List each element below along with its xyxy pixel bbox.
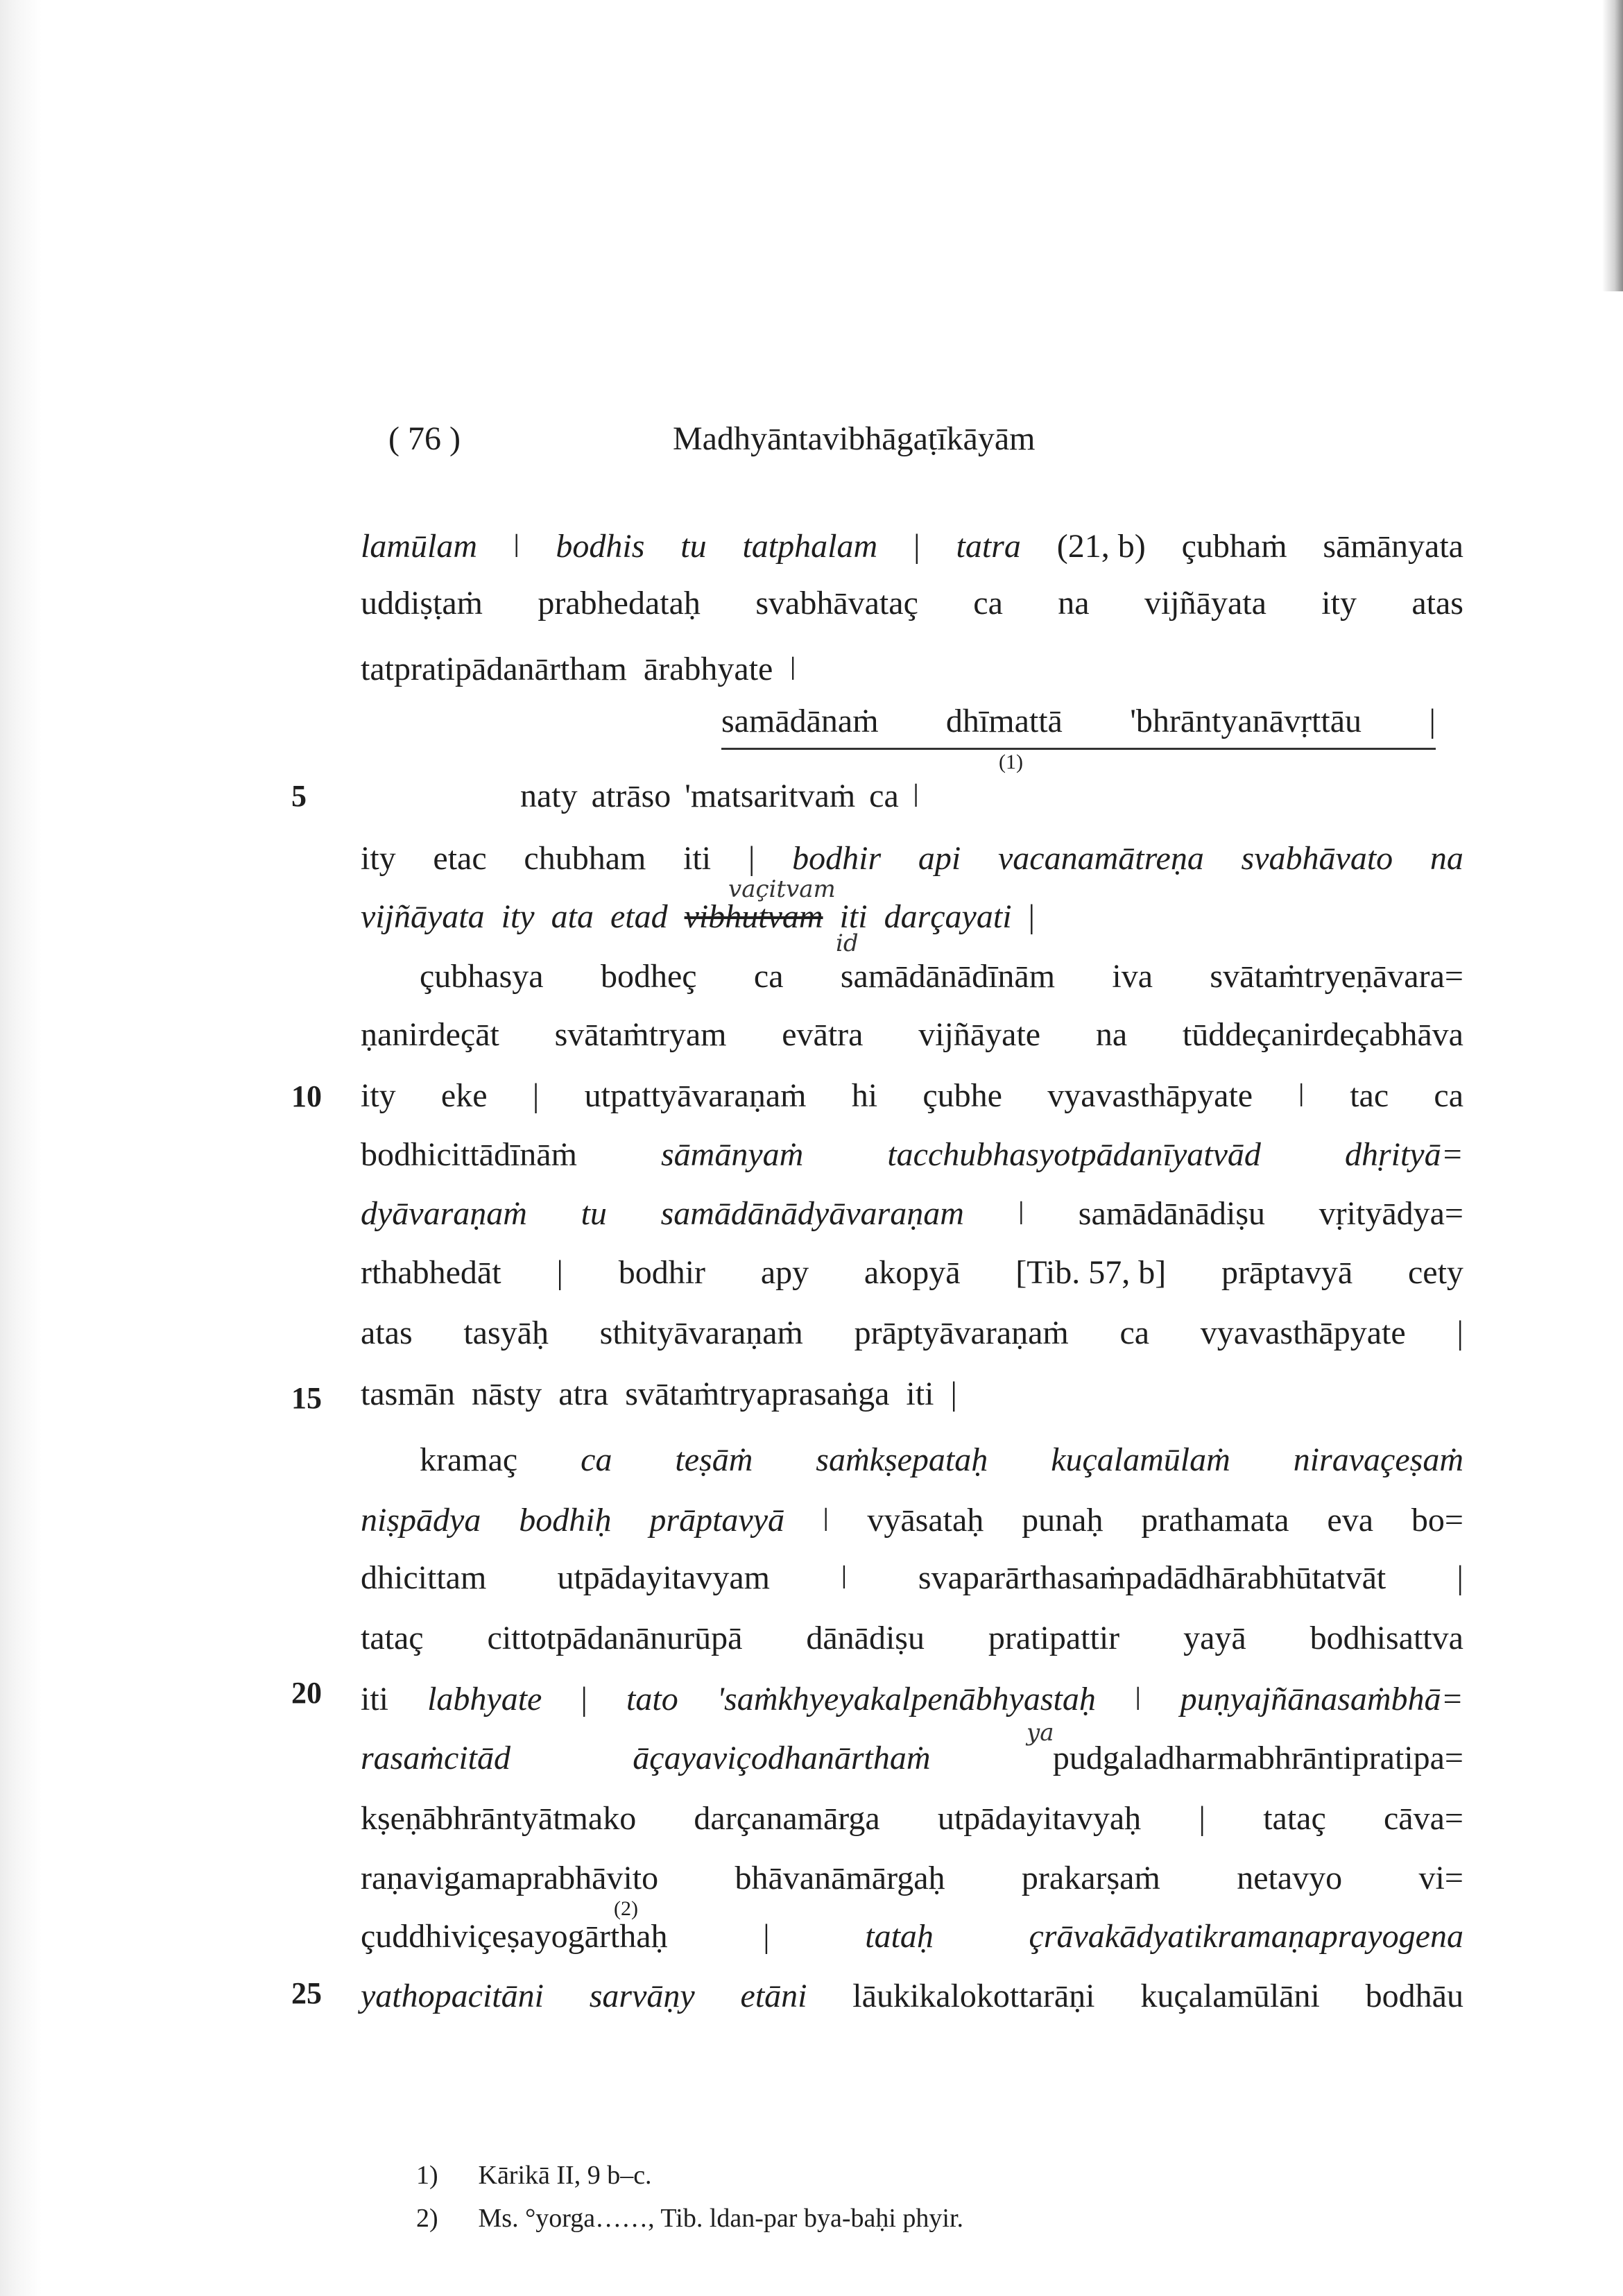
word: prāptavyā bbox=[1221, 1254, 1353, 1291]
word: ǀ bbox=[822, 1502, 830, 1539]
word: etāni bbox=[740, 1978, 807, 2014]
word: na bbox=[1095, 1016, 1128, 1053]
word: teṣāṁ bbox=[675, 1441, 753, 1478]
word: iti bbox=[683, 840, 712, 877]
word: | bbox=[1028, 898, 1036, 935]
word: vṛityādya= bbox=[1319, 1195, 1463, 1232]
word: rasaṁcitād bbox=[361, 1740, 510, 1776]
word: vacanamātreṇa bbox=[998, 840, 1204, 877]
text-line-19 bbox=[361, 1618, 1463, 1659]
word: dānādiṣu bbox=[806, 1620, 925, 1656]
word: ca bbox=[581, 1441, 612, 1478]
word: prāptyāvaraṇaṁ bbox=[854, 1314, 1069, 1351]
word: yayā bbox=[1183, 1620, 1246, 1656]
word: dyāvaraṇaṁ bbox=[361, 1195, 527, 1232]
word: evātra bbox=[782, 1016, 864, 1053]
word: 'saṁkhyeyakalpenābhyastaḥ bbox=[716, 1681, 1096, 1717]
word: svaparārthasaṁpadādhārabhūtatvāt bbox=[918, 1559, 1386, 1596]
word: prabhedataḥ bbox=[538, 585, 701, 622]
word: ǀ bbox=[912, 778, 920, 814]
text-line-22 bbox=[361, 1798, 1463, 1840]
word: svātaṁtryaprasaṅga bbox=[625, 1376, 890, 1412]
text-line-24 bbox=[361, 1916, 1463, 1957]
word: dhṛityā= bbox=[1344, 1136, 1463, 1173]
word: çubhe bbox=[922, 1077, 1002, 1114]
word: tatphalam bbox=[742, 528, 878, 565]
footnote-mark-2: (2) bbox=[614, 1897, 638, 1920]
footnote-text: Kārikā II, 9 b–c. bbox=[478, 2161, 652, 2190]
word: tatra bbox=[956, 528, 1021, 565]
word: chubham bbox=[524, 840, 646, 877]
word: sthityāvaraṇaṁ bbox=[599, 1314, 803, 1351]
word: ārabhyate bbox=[643, 651, 773, 687]
word: vyavasthāpyate bbox=[1200, 1314, 1406, 1351]
word: punaḥ bbox=[1022, 1502, 1104, 1539]
word: ǀ bbox=[1017, 1195, 1025, 1232]
word: dhīmattā bbox=[945, 703, 1063, 739]
word: vijñāyata bbox=[1144, 585, 1266, 622]
text-line-7 bbox=[361, 896, 1463, 938]
word: samādānaṁ bbox=[721, 703, 879, 739]
word: sāmānyata bbox=[1323, 528, 1463, 565]
word: ca bbox=[753, 958, 784, 995]
text-line-18 bbox=[361, 1557, 1463, 1599]
word: ǀ bbox=[789, 651, 796, 687]
text-line-11 bbox=[361, 1134, 1463, 1176]
text-line-2 bbox=[361, 583, 1463, 624]
line-number-5: 5 bbox=[291, 779, 307, 813]
word: samādānādīnām bbox=[840, 958, 1056, 995]
word: dhicittam bbox=[361, 1559, 487, 1596]
word: ǀ bbox=[841, 1559, 848, 1596]
word: bodheç bbox=[600, 958, 697, 995]
word: sarvāṇy bbox=[589, 1978, 695, 2014]
text-line-12 bbox=[361, 1193, 1463, 1235]
word: vijñāyate bbox=[918, 1016, 1041, 1053]
word: puṇyajñānasaṁbhā= bbox=[1180, 1681, 1463, 1717]
struck-word: vibhutvam bbox=[684, 898, 823, 935]
word: ity bbox=[361, 840, 396, 877]
page-header bbox=[388, 420, 1221, 468]
word: uddiṣṭaṁ bbox=[361, 585, 483, 622]
word: kramaç bbox=[420, 1441, 518, 1478]
word: tac bbox=[1350, 1077, 1389, 1114]
word: bodhāu bbox=[1365, 1978, 1463, 2014]
text-line-16 bbox=[420, 1439, 1463, 1481]
word: 'matsaritvaṁ bbox=[685, 778, 856, 814]
text-line-13 bbox=[361, 1252, 1463, 1294]
word: tasmān bbox=[361, 1376, 455, 1412]
word: kuçalamūlāni bbox=[1140, 1978, 1320, 2014]
word: vijñāyata bbox=[361, 898, 485, 935]
word: çrāvakādyatikramaṇaprayogena bbox=[1029, 1918, 1463, 1955]
word: eke bbox=[440, 1077, 488, 1114]
text-line-6 bbox=[361, 838, 1463, 880]
word: atrāso bbox=[591, 778, 671, 814]
footnotes bbox=[416, 2154, 963, 2240]
word: çuddhiviçeṣayogārthaḥ bbox=[361, 1918, 668, 1955]
verse-line-1 bbox=[721, 701, 1436, 742]
word: tato bbox=[626, 1681, 678, 1717]
word: yathopacitāni bbox=[361, 1978, 544, 2014]
word: bodhis bbox=[556, 528, 645, 565]
verse-underline bbox=[721, 748, 1436, 754]
word: nāsty bbox=[471, 1376, 542, 1412]
word: lamūlam bbox=[361, 528, 477, 565]
word: ca bbox=[973, 585, 1003, 622]
text-line-10 bbox=[361, 1075, 1463, 1117]
word: svātaṁtryeṇāvara= bbox=[1210, 958, 1463, 995]
word: cāva= bbox=[1384, 1800, 1463, 1837]
word: ca bbox=[869, 778, 899, 814]
footnote-mark-1: (1) bbox=[999, 751, 1023, 773]
verse-line-2 bbox=[520, 776, 919, 817]
word: eva bbox=[1327, 1502, 1373, 1539]
word: prathamata bbox=[1141, 1502, 1289, 1539]
word: atas bbox=[1411, 585, 1463, 622]
text-line-17 bbox=[361, 1500, 1463, 1541]
handwritten-correction-ya: ya bbox=[1027, 1719, 1054, 1747]
word: raṇavigamaprabhāvito bbox=[361, 1860, 659, 1896]
word: vi= bbox=[1418, 1860, 1463, 1896]
text-line-9 bbox=[361, 1014, 1463, 1056]
word: (21, b) bbox=[1056, 528, 1146, 565]
text-line-1 bbox=[361, 526, 1463, 567]
word: | bbox=[763, 1918, 770, 1955]
word: ca bbox=[1119, 1314, 1150, 1351]
word: bodhir bbox=[792, 840, 882, 877]
word: | bbox=[748, 840, 755, 877]
word: iti bbox=[361, 1681, 389, 1717]
line-number-10: 10 bbox=[291, 1079, 322, 1113]
running-title: Madhyāntavibhāgaṭīkāyām bbox=[673, 420, 1036, 457]
word: | bbox=[532, 1077, 540, 1114]
word: tūddeçanirdeçabhāva bbox=[1182, 1016, 1463, 1053]
word: netavyo bbox=[1237, 1860, 1343, 1896]
word: pratipattir bbox=[988, 1620, 1120, 1656]
word: bhāvanāmārgaḥ bbox=[735, 1860, 945, 1896]
word: | bbox=[556, 1254, 563, 1291]
word: saṁkṣepataḥ bbox=[816, 1441, 988, 1478]
word: ǀ bbox=[513, 528, 520, 565]
word: ity bbox=[1321, 585, 1357, 622]
word: | bbox=[1199, 1800, 1205, 1837]
handwritten-correction: vaçitvam bbox=[728, 875, 836, 903]
page-edge-left bbox=[0, 0, 42, 2296]
word: 'bhrāntyanāvṛttāu bbox=[1130, 703, 1362, 739]
word: iva bbox=[1112, 958, 1153, 995]
page-number: ( 76 ) bbox=[388, 420, 461, 457]
word: rthabhedāt bbox=[361, 1254, 501, 1291]
line-number-20: 20 bbox=[291, 1676, 322, 1710]
word: svātaṁtryam bbox=[554, 1016, 727, 1053]
word: tu bbox=[581, 1195, 607, 1232]
word: tataḥ bbox=[865, 1918, 934, 1955]
word: niravaçeṣaṁ bbox=[1293, 1441, 1463, 1478]
word: svabhāvato bbox=[1241, 840, 1393, 877]
word: kṣeṇābhrāntyātmako bbox=[361, 1800, 637, 1837]
word: labhyate bbox=[427, 1681, 542, 1717]
word: tataç bbox=[1263, 1800, 1326, 1837]
word: çubhaṁ bbox=[1181, 528, 1287, 565]
word: bodhicittādīnāṁ bbox=[361, 1136, 577, 1173]
text-line-20 bbox=[361, 1679, 1463, 1720]
word: vyavasthāpyate bbox=[1047, 1077, 1253, 1114]
word: tatpratipādanārtham bbox=[361, 651, 627, 687]
word: āçayaviçodhanārthaṁ bbox=[633, 1740, 931, 1776]
word: na bbox=[1058, 585, 1090, 622]
word: akopyā bbox=[864, 1254, 961, 1291]
text-line-3 bbox=[361, 649, 1463, 690]
text-line-14 bbox=[361, 1312, 1463, 1354]
word: çubhasya bbox=[420, 958, 544, 995]
word: prāptavyā bbox=[649, 1502, 785, 1539]
word: | bbox=[950, 1376, 958, 1412]
footnote-number: 2) bbox=[416, 2204, 438, 2233]
word: [Tib. 57, b] bbox=[1015, 1254, 1167, 1291]
word: vyāsataḥ bbox=[867, 1502, 984, 1539]
text-line-21 bbox=[361, 1738, 1463, 1779]
word: sāmānyaṁ bbox=[660, 1136, 804, 1173]
word: | bbox=[1429, 703, 1436, 739]
word: svabhāvataç bbox=[755, 585, 918, 622]
word: tu bbox=[680, 528, 707, 565]
text-line-15 bbox=[361, 1373, 1463, 1415]
word: samādānādyāvaraṇam bbox=[660, 1195, 964, 1232]
word: ity bbox=[361, 1077, 396, 1114]
word: ca bbox=[1434, 1077, 1463, 1114]
word: ity bbox=[501, 898, 535, 935]
word: apy bbox=[760, 1254, 809, 1291]
word: utpādayitavyam bbox=[557, 1559, 770, 1596]
word: ǀ bbox=[1134, 1681, 1142, 1717]
word: lāukikalokottarāṇi bbox=[852, 1978, 1095, 2014]
word: | bbox=[1457, 1314, 1463, 1351]
word: pudgaladharmabhrāntipratipa= bbox=[1052, 1740, 1463, 1776]
word: cety bbox=[1407, 1254, 1463, 1291]
word: etad bbox=[610, 898, 668, 935]
text-line-8 bbox=[420, 956, 1463, 997]
word: iti bbox=[906, 1376, 934, 1412]
word: hi bbox=[851, 1077, 878, 1114]
word: | bbox=[913, 528, 920, 565]
word: tacchubhasyotpādanīyatvād bbox=[887, 1136, 1261, 1173]
word: tataç bbox=[361, 1620, 424, 1656]
word: darçanamārga bbox=[694, 1800, 880, 1837]
word: | bbox=[581, 1681, 587, 1717]
line-number-15: 15 bbox=[291, 1381, 322, 1415]
word: utpattyāvaraṇaṁ bbox=[584, 1077, 807, 1114]
word: prakarṣaṁ bbox=[1021, 1860, 1160, 1896]
footnote-1 bbox=[416, 2154, 963, 2197]
word: kuçalamūlaṁ bbox=[1051, 1441, 1230, 1478]
line-number-25: 25 bbox=[291, 1976, 322, 2010]
word: tasyāḥ bbox=[463, 1314, 549, 1351]
word: ata bbox=[551, 898, 594, 935]
word: niṣpādya bbox=[361, 1502, 481, 1539]
word: cittotpādanānurūpā bbox=[487, 1620, 743, 1656]
word: bodhiḥ bbox=[519, 1502, 612, 1539]
word: samādānādiṣu bbox=[1078, 1195, 1266, 1232]
word: atra bbox=[558, 1376, 609, 1412]
word: etac bbox=[433, 840, 487, 877]
word: naty bbox=[520, 778, 578, 814]
word: iti bbox=[839, 898, 868, 935]
footnote-2 bbox=[416, 2197, 963, 2240]
word: ṇanirdeçāt bbox=[361, 1016, 499, 1053]
word: ǀ bbox=[1298, 1077, 1305, 1114]
word: bodhisattva bbox=[1309, 1620, 1463, 1656]
footnote-number: 1) bbox=[416, 2161, 438, 2190]
word: api bbox=[918, 840, 961, 877]
word: utpādayitavyaḥ bbox=[937, 1800, 1142, 1837]
word: atas bbox=[361, 1314, 413, 1351]
word: darçayati bbox=[884, 898, 1012, 935]
footnote-text: Ms. °yorga……, Tib. ldan-par bya-baḥi phyir. bbox=[478, 2204, 964, 2233]
text-line-25 bbox=[361, 1976, 1463, 2017]
page-edge-right bbox=[1602, 0, 1623, 291]
word: bo= bbox=[1411, 1502, 1463, 1539]
text-line-23 bbox=[361, 1858, 1463, 1899]
word: na bbox=[1429, 840, 1463, 877]
word: | bbox=[1457, 1559, 1463, 1596]
handwritten-correction-below: id bbox=[836, 929, 859, 957]
word: bodhir bbox=[618, 1254, 706, 1291]
